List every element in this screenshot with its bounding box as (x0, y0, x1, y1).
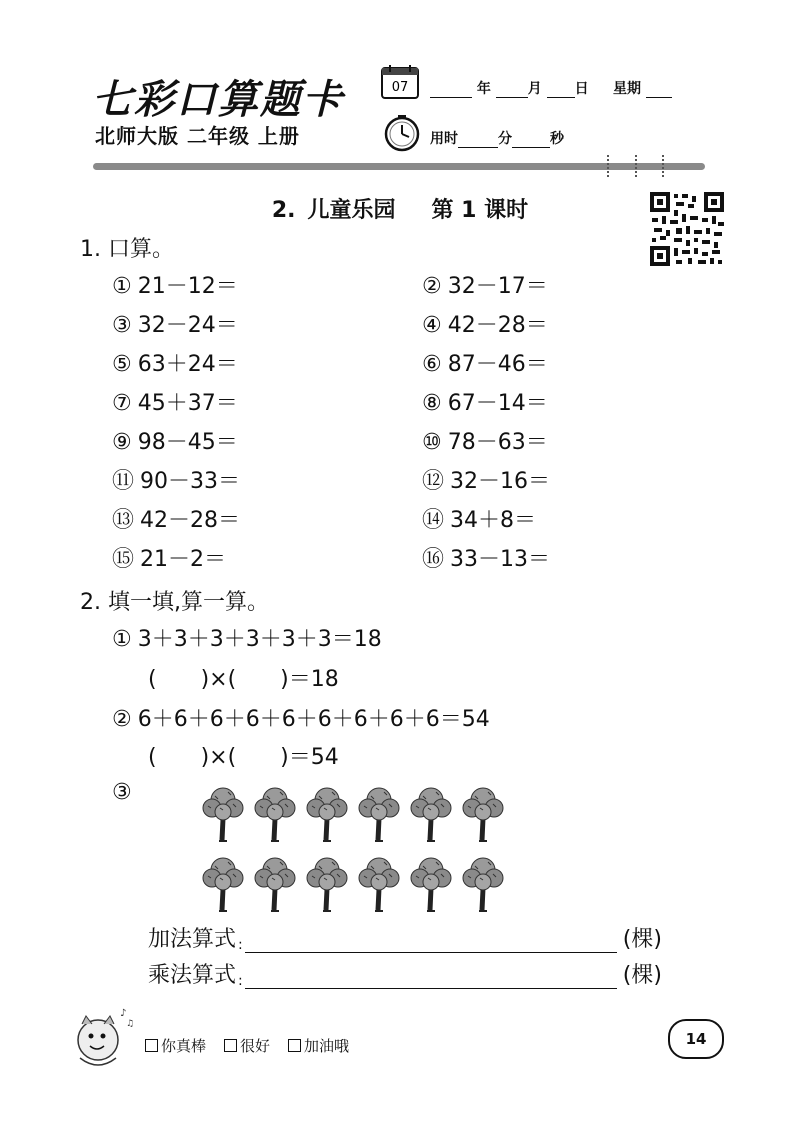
question-2-sum (112, 702, 490, 733)
mental-math-item (422, 428, 632, 457)
question-number: ② (112, 707, 132, 732)
question-expression: 6＋6＋6＋6＋6＋6＋6＋6＋6＝54 (137, 707, 490, 732)
question-expression: 90－33＝ (140, 469, 241, 494)
minute-label: 分 (498, 131, 512, 147)
question-number: ⑯ (422, 547, 445, 572)
multiplication-label: 乘法算式 (148, 963, 237, 988)
question-3-number: ③ (112, 780, 132, 805)
question-number: ⑬ (112, 508, 135, 533)
checkbox-icon[interactable] (145, 1039, 158, 1052)
question-expression: 42－28＝ (447, 313, 548, 338)
lesson-period: 第 1 课时 (431, 198, 529, 223)
time-label: 用时 (430, 131, 458, 147)
question-number: ⑩ (422, 430, 442, 455)
month-label: 月 (527, 81, 542, 97)
mental-math-item (422, 311, 632, 340)
mental-math-item (112, 467, 422, 496)
question-expression: 42－28＝ (140, 508, 241, 533)
question-expression: 21－2＝ (140, 547, 227, 572)
tree-icon (408, 782, 454, 842)
question-expression: 32－17＝ (447, 274, 548, 299)
tree-icon (252, 852, 298, 912)
question-number: ⑮ (112, 547, 135, 572)
question-number: ④ (422, 313, 442, 338)
tree-illustration (200, 782, 520, 916)
day-blank[interactable] (547, 83, 575, 98)
question-expression: 78－63＝ (447, 430, 548, 455)
header-divider (93, 163, 705, 170)
weekday-label: 星期 (613, 81, 641, 97)
question-expression: 32－24＝ (137, 313, 238, 338)
mental-math-item (422, 506, 632, 535)
colon: : (238, 973, 243, 989)
tree-icon (460, 782, 506, 842)
lesson-number: 2. (271, 198, 296, 223)
question-1-sum (112, 622, 382, 653)
calendar-icon (380, 63, 420, 101)
multiplication-answer-line[interactable] (245, 968, 617, 989)
question-number: ⑪ (112, 469, 135, 494)
addition-label: 加法算式 (148, 927, 237, 952)
tree-icon (200, 852, 246, 912)
section1-heading: 1. 口算。 (80, 237, 174, 262)
question-expression: 45＋37＝ (137, 391, 238, 416)
page-number: 14 (668, 1019, 724, 1059)
question-number: ⑥ (422, 352, 442, 377)
mascot-icon (68, 1002, 138, 1072)
mental-math-item (422, 389, 632, 418)
mental-math-item (112, 428, 422, 457)
question-number: ⑦ (112, 391, 132, 416)
day-label: 日 (574, 81, 589, 97)
calendar-day: 07 (391, 80, 409, 95)
question-expression: 32－16＝ (450, 469, 551, 494)
question-number: ② (422, 274, 442, 299)
unit-label: (棵) (622, 963, 662, 988)
tree-icon (304, 852, 350, 912)
year-blank[interactable] (430, 83, 472, 98)
rating-option[interactable] (145, 1035, 206, 1056)
section2-heading: 2. 填一填,算一算。 (80, 590, 269, 615)
tree-icon (304, 782, 350, 842)
mental-math-item (422, 272, 632, 301)
mental-math-item (422, 350, 632, 379)
edition-label: 北师大版 二年级 上册 (95, 124, 300, 148)
question-number: ⑨ (112, 430, 132, 455)
question-number: ③ (112, 313, 132, 338)
question-expression: 3＋3＋3＋3＋3＋3＝18 (137, 627, 382, 652)
mental-math-item (112, 545, 422, 574)
question-number: ⑧ (422, 391, 442, 416)
svg-text:♪: ♪ (120, 1008, 127, 1019)
question-expression: 21－12＝ (137, 274, 238, 299)
question-number: ⑤ (112, 352, 132, 377)
lesson-name: 儿童乐园 (307, 198, 396, 223)
colon: : (238, 937, 243, 953)
addition-answer-row (148, 922, 662, 953)
mental-math-item (112, 389, 422, 418)
mental-math-item (112, 311, 422, 340)
question-number: ⑭ (422, 508, 445, 533)
tree-icon (356, 852, 402, 912)
question-2-fill[interactable]: ( )×( )＝54 (148, 745, 339, 770)
binding-ring-icon (662, 155, 666, 177)
question-expression: 34＋8＝ (450, 508, 537, 533)
month-blank[interactable] (496, 83, 528, 98)
question-1-fill[interactable]: ( )×( )＝18 (148, 667, 339, 692)
rating-label: 很好 (240, 1037, 271, 1055)
mental-math-item (422, 467, 632, 496)
addition-answer-line[interactable] (245, 932, 617, 953)
mental-math-item (422, 545, 632, 574)
checkbox-icon[interactable] (288, 1039, 301, 1052)
question-expression: 67－14＝ (447, 391, 548, 416)
multiplication-answer-row (148, 958, 662, 989)
weekday-blank[interactable] (646, 83, 672, 98)
question-number: ⑫ (422, 469, 445, 494)
mental-math-item (112, 506, 422, 535)
rating-option[interactable] (288, 1035, 349, 1056)
qr-code-icon[interactable] (648, 190, 726, 268)
tree-icon (356, 782, 402, 842)
binding-ring-icon (607, 155, 611, 177)
tree-icon (460, 852, 506, 912)
binding-ring-icon (635, 155, 639, 177)
mental-math-item (112, 350, 422, 379)
svg-text:♫: ♫ (126, 1019, 135, 1029)
year-label: 年 (476, 81, 491, 97)
question-expression: 63＋24＝ (137, 352, 238, 377)
second-label: 秒 (550, 131, 564, 147)
second-blank[interactable] (512, 133, 550, 148)
mental-math-grid (112, 272, 632, 574)
rating-label: 你真棒 (161, 1037, 207, 1055)
tree-icon (252, 782, 298, 842)
question-number: ① (112, 274, 132, 299)
question-expression: 33－13＝ (450, 547, 551, 572)
clock-icon (382, 113, 422, 153)
rating-label: 加油哦 (304, 1037, 350, 1055)
date-fields (430, 78, 672, 98)
self-rating-options (145, 1035, 349, 1056)
question-expression: 87－46＝ (447, 352, 548, 377)
brand-title: 七彩口算题卡 (92, 77, 344, 123)
time-fields (430, 128, 564, 148)
rating-option[interactable] (224, 1035, 270, 1056)
tree-icon (200, 782, 246, 842)
question-number: ① (112, 627, 132, 652)
minute-blank[interactable] (458, 133, 498, 148)
question-expression: 98－45＝ (137, 430, 238, 455)
checkbox-icon[interactable] (224, 1039, 237, 1052)
tree-icon (408, 852, 454, 912)
unit-label: (棵) (622, 927, 662, 952)
mental-math-item (112, 272, 422, 301)
